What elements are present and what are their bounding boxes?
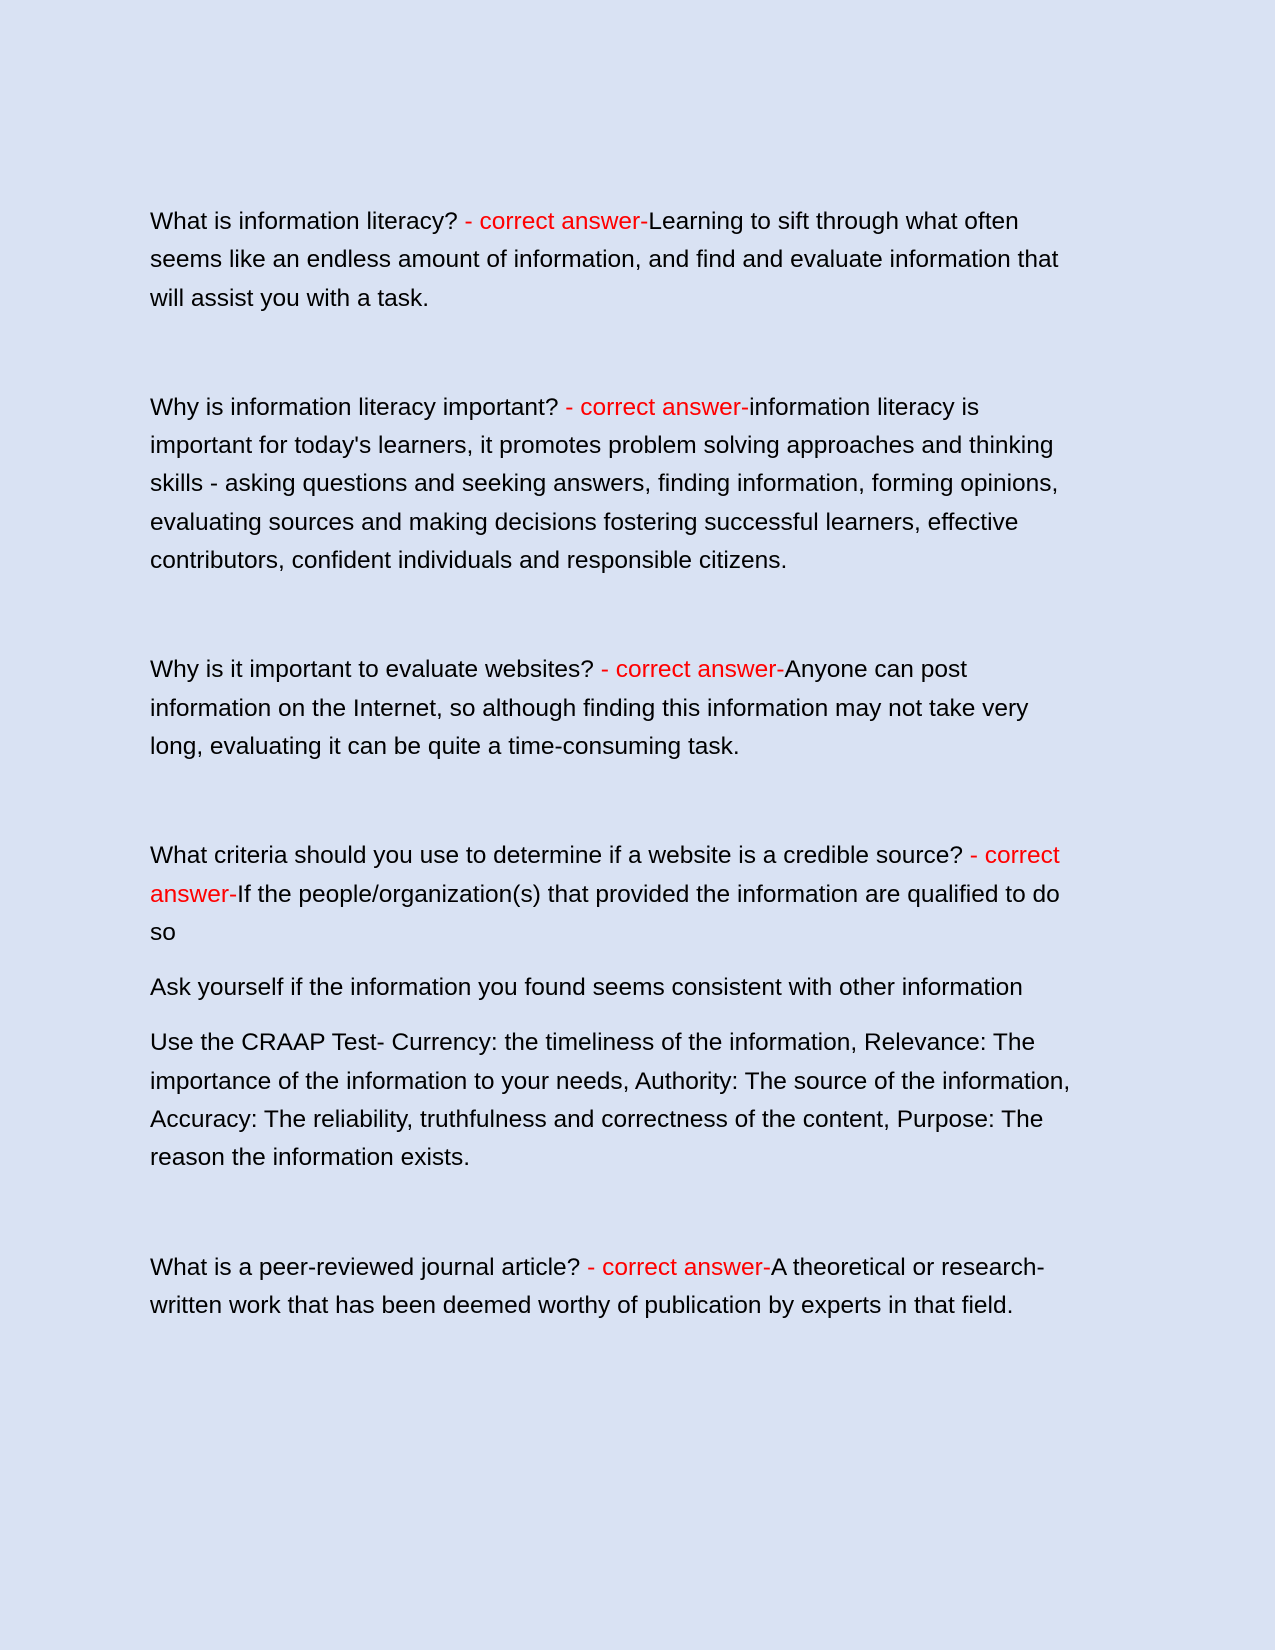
qa-paragraph	[150, 389, 1080, 580]
question-text: Why is it important to evaluate websites?	[150, 656, 594, 684]
qa-entry-peer-reviewed	[150, 1249, 1080, 1326]
qa-entry-information-literacy	[150, 203, 1080, 318]
answer-text: information literacy is important for today's learners, it promotes problem solving approaches and thinking skills - asking questions and seeking answers, finding information, forming opinions, evaluating sources and making decisions fostering successful learners, effective contributors, confident individuals and responsible citizens.	[150, 393, 1059, 575]
answer-text: Learning to sift through what often seems like an endless amount of information, and find and evaluate information that will assist you with a task.	[150, 208, 1059, 312]
correct-answer-marker: - correct answer-	[150, 842, 1060, 908]
answer-paragraph-craap-test: Use the CRAAP Test- Currency: the timeliness of the information, Relevance: The importance of the information to your needs, Authority: The source of the information, Accuracy: The reliability, truthfulness and correctness of the content, Purpose: The reason the information exists.	[150, 1029, 1071, 1172]
qa-paragraph	[150, 203, 1080, 318]
correct-answer-marker: - correct answer-	[558, 393, 750, 421]
qa-paragraph	[150, 837, 1080, 952]
question-text: Why is information literacy important?	[150, 393, 559, 421]
question-text: What is information literacy?	[150, 208, 458, 235]
qa-paragraph	[150, 651, 1080, 766]
correct-answer-marker: - correct answer-	[580, 1253, 771, 1281]
question-text: What is a peer-reviewed journal article?	[150, 1253, 581, 1281]
qa-entry-credible-source	[150, 837, 1080, 1177]
answer-text: A theoretical or research-written work that has been deemed worthy of publication by experts in that field.	[150, 1253, 1045, 1319]
qa-entry-literacy-importance	[150, 389, 1080, 580]
qa-entry-evaluate-websites	[150, 651, 1080, 766]
answer-text: If the people/organization(s) that provided the information are qualified to do so	[150, 880, 1060, 946]
qa-paragraph	[150, 1249, 1080, 1326]
question-text: What criteria should you use to determine if a website is a credible source?	[150, 842, 963, 870]
correct-answer-marker: - correct answer-	[457, 208, 649, 235]
correct-answer-marker: - correct answer-	[593, 656, 785, 684]
answer-paragraph-consistency: Ask yourself if the information you found seems consistent with other information	[150, 974, 1023, 1002]
answer-text: Anyone can post information on the Internet, so although finding this information may not take very long, evaluating it can be quite a time-consuming task.	[150, 656, 1029, 760]
